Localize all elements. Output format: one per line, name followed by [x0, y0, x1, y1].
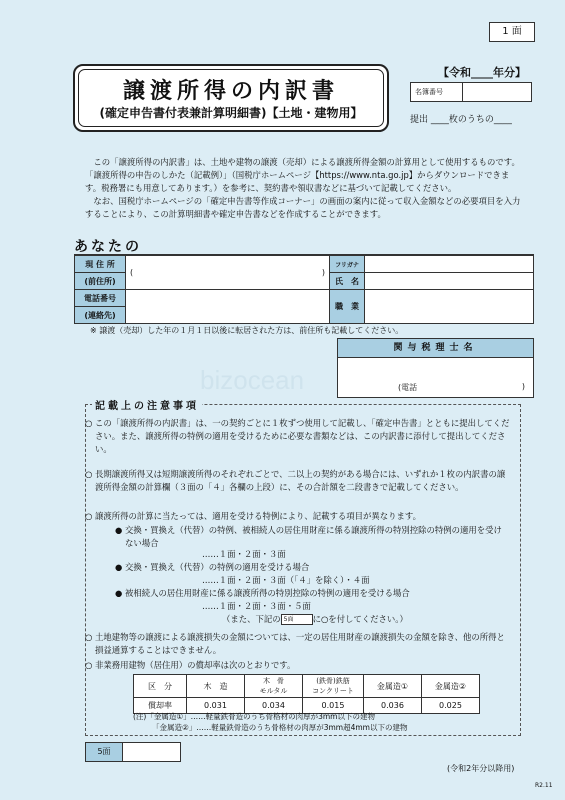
tel-field[interactable]	[126, 290, 330, 324]
rate-cell: 0.031	[187, 698, 245, 714]
page5-label: 5面	[86, 743, 123, 761]
intro-paragraph-1: この「譲渡所得の内訳書」は、土地や建物の譲渡（売却）による譲渡所得金額の計算用として使用するものです。「譲渡所得の申告のしかた（記載例）」（国税庁ホームページ【https://www.nta.go.jp】からダウンロードできます。税務署にも用意してあります。）を参考に、契約書や領収書などに基づいて記載してください。	[85, 157, 520, 193]
job-label: 職 業	[330, 290, 365, 324]
person-table	[74, 255, 534, 324]
rate-cell: 0.036	[364, 698, 422, 714]
bullet-1: ● 交換・買換え（代替）の特例、被相続人の居住用財産に係る譲渡所得の特別控除の特例の適用を受けない場合	[115, 525, 502, 548]
tax-accountant-tel: (電話	[398, 383, 418, 392]
move-note: ※ 譲渡（売却）した年の１月１日以後に転居された方は、前住所も記載してください。	[90, 326, 404, 335]
page-subtitle: (確定申告書付表兼計算明細書)【土地・建物用】	[99, 106, 363, 120]
note-item-3: ○ 譲渡所得の計算に当たっては、適用を受ける特例により、記載する項目が異なります。	[85, 511, 421, 521]
bullet-2: ● 交換・買換え（代替）の特例の適用を受ける場合	[115, 562, 310, 572]
rate-header-kubun: 区 分	[134, 675, 187, 698]
form-code: R2.11	[535, 782, 553, 789]
meibo-label: 名簿番号	[415, 88, 443, 96]
bullet-3: ● 被相続人の居住用財産に係る譲渡所得の特別控除の特例の適用を受ける場合	[115, 588, 410, 598]
address-label: 現 住 所	[75, 256, 126, 273]
contact-label: (連絡先)	[75, 307, 126, 324]
note-item-1: ○ この「譲渡所得の内訳書」は、一の契約ごとに１枚ずつ使用して記載し、「確定申告書」とともに提出してください。また、譲渡所得の特例の適用を受けるために必要な書類などは、この内訳書に添付して提出してください。	[85, 418, 510, 454]
footnote-2: 「金属造②」……軽量鉄骨造のうち骨格材の肉厚が3mm超4mm以下の建物	[152, 723, 408, 732]
year-label: 【令和____年分】	[438, 66, 526, 79]
rate-header-rc: (鉄骨)鉄筋 コンクリート	[303, 675, 364, 698]
tax-accountant-box[interactable]: 関与税理士名 (電話 )	[337, 338, 534, 398]
tel-label: 電話番号	[75, 290, 126, 307]
footnote-1: (注)「金属造①」……軽量鉄骨造のうち骨格材の肉厚が3mm以下の建物	[133, 712, 375, 721]
rate-label: 償却率	[134, 698, 187, 714]
note-item-5: ○ 非業務用建物（居住用）の償却率は次のとおりです。	[85, 660, 296, 670]
title-box	[73, 64, 389, 132]
page5-checkbox[interactable]	[85, 742, 181, 762]
rate-header-metal1: 金属造①	[364, 675, 422, 698]
bullet-1-pages: ……１面・２面・３面	[202, 549, 286, 559]
address-field[interactable]: ( )	[126, 256, 330, 290]
meibo-number-field[interactable]	[410, 82, 532, 102]
furigana-field[interactable]	[365, 256, 534, 273]
prev-address-label: (前住所)	[75, 273, 126, 290]
rate-header-metal2: 金属造②	[422, 675, 480, 698]
anata-heading: あなたの	[74, 239, 142, 255]
submit-count: 提出 ____枚のうちの____	[410, 115, 512, 125]
page5-box: 5面	[281, 614, 313, 625]
edition-label: (令和2年分以降用)	[447, 764, 515, 773]
intro-paragraph-2: なお、国税庁ホームページの「確定申告書等作成コーナー」の画面の案内に従って収入金額などの必要項目を入力することにより、この計算明細書や確定申告書などを作成することができます。	[85, 196, 521, 219]
furigana-label: フリガナ	[330, 256, 365, 273]
bullet-3-pages: ……１面・２面・３面・５面	[202, 601, 311, 611]
rate-cell: 0.025	[422, 698, 480, 714]
rate-cell: 0.015	[303, 698, 364, 714]
watermark-logo: bizocean	[200, 365, 305, 395]
name-field[interactable]	[365, 273, 534, 290]
also-note: （また、下記の 5面 に○を付してください。）	[222, 614, 408, 624]
depreciation-table	[133, 674, 480, 714]
tax-accountant-header: 関与税理士名	[338, 339, 533, 358]
name-label: 氏 名	[330, 273, 365, 290]
rate-header-mortar: 木 骨 モルタル	[245, 675, 303, 698]
page-number: 1 面	[489, 22, 535, 42]
rate-cell: 0.034	[245, 698, 303, 714]
bullet-2-pages: ……１面・２面・３面（「４」を除く）・４面	[202, 575, 370, 585]
notes-title: 記載上の注意事項	[92, 397, 202, 412]
note-item-2: ○ 長期譲渡所得又は短期譲渡所得のそれぞれごとで、二以上の契約がある場合には、いずれか１枚の内訳書の譲渡所得金額の計算欄（３面の「４」各欄の上段）に、その合計額を二段書きで記載してください。	[85, 469, 506, 492]
note-item-4: ○ 土地建物等の譲渡による譲渡損失の金額については、一定の居住用財産の譲渡損失の金額を除き、他の所得と損益通算することはできません。	[85, 632, 505, 655]
rate-header-wood: 木 造	[187, 675, 245, 698]
page-title: 譲渡所得の内訳書	[122, 79, 339, 104]
job-field[interactable]	[365, 290, 534, 324]
